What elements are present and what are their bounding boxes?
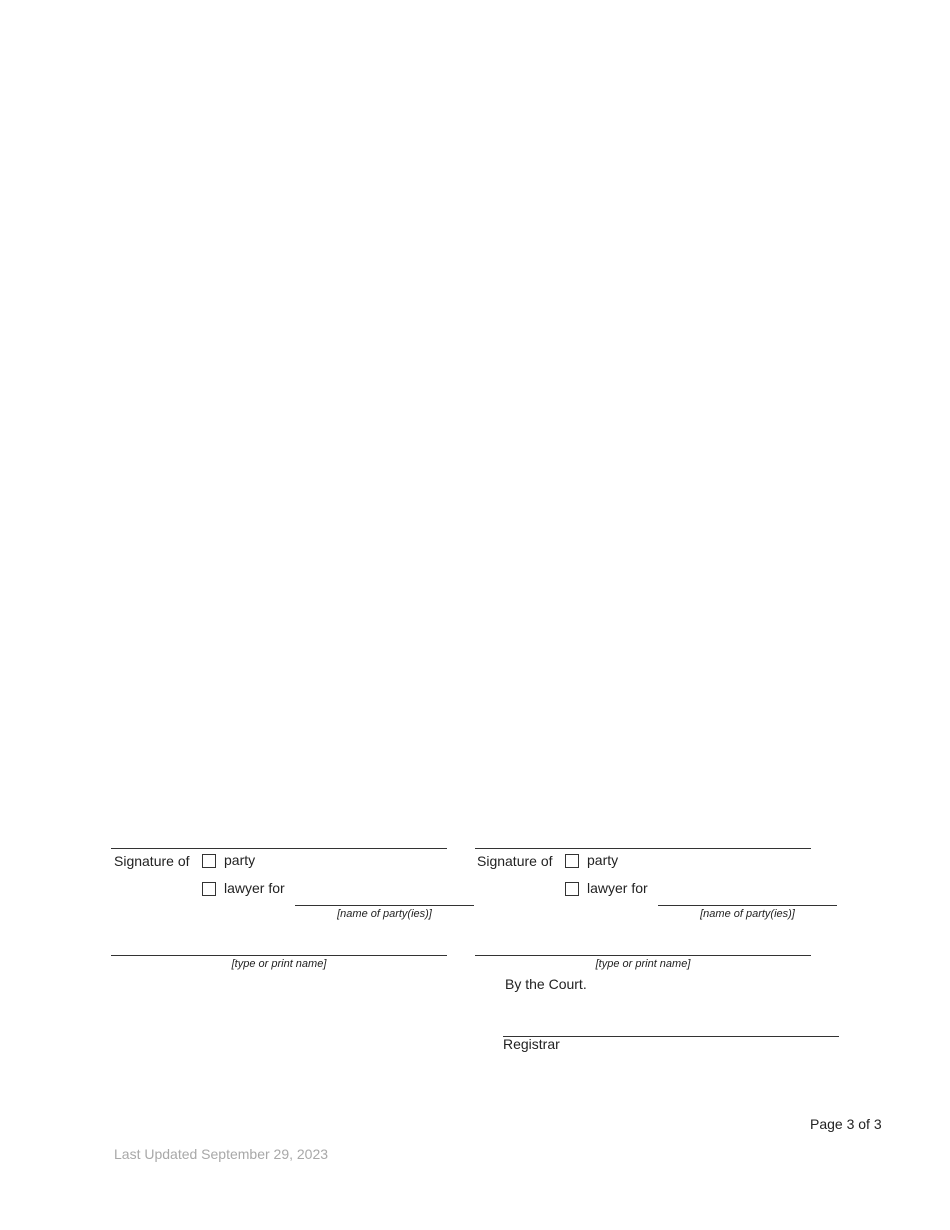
last-updated-text: Last Updated September 29, 2023: [114, 1146, 329, 1162]
name-of-parties-line[interactable]: [295, 905, 474, 906]
lawyer-for-label: lawyer for: [587, 880, 648, 896]
lawyer-for-checkbox[interactable]: [565, 882, 579, 896]
name-of-parties-caption: [name of party(ies)]: [700, 908, 795, 920]
printed-name-line[interactable]: [111, 955, 447, 956]
signature-of-label: Signature of: [114, 853, 190, 869]
by-the-court-label: By the Court.: [505, 976, 587, 992]
party-checkbox[interactable]: [202, 854, 216, 868]
signature-line[interactable]: [475, 848, 811, 849]
registrar-label: Registrar: [503, 1036, 560, 1052]
type-or-print-caption: [type or print name]: [595, 958, 691, 970]
party-label: party: [224, 852, 256, 868]
page-number: Page 3 of 3: [810, 1116, 882, 1132]
printed-name-line[interactable]: [475, 955, 811, 956]
party-label: party: [587, 852, 619, 868]
type-or-print-caption: [type or print name]: [231, 958, 327, 970]
lawyer-for-label: lawyer for: [224, 880, 285, 896]
name-of-parties-line[interactable]: [658, 905, 837, 906]
party-checkbox[interactable]: [565, 854, 579, 868]
lawyer-for-checkbox[interactable]: [202, 882, 216, 896]
signature-line[interactable]: [111, 848, 447, 849]
signature-of-label: Signature of: [477, 853, 553, 869]
name-of-parties-caption: [name of party(ies)]: [337, 908, 432, 920]
